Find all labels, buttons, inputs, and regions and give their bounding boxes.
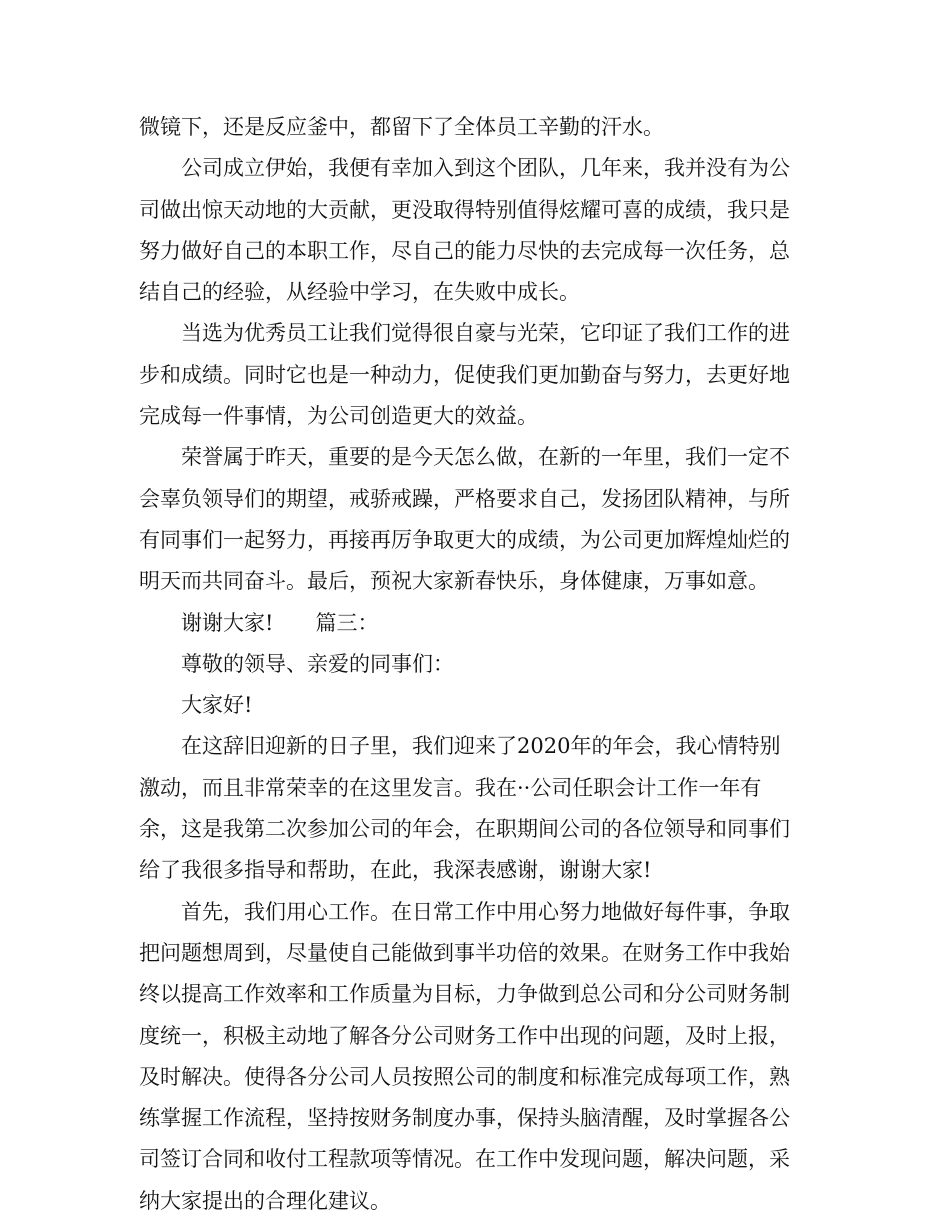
text-line: 司签订合同和收付工程款项等情况。在工作中发现问题，解决问题，采 (139, 1147, 790, 1172)
text-line: 度统一，积极主动地了解各分公司财务工作中出现的问题，及时上报， (139, 1023, 790, 1048)
salutation-line: 尊敬的领导、亲爱的同事们： (181, 651, 454, 676)
text-line: 纳大家提出的合理化建议。 (139, 1188, 391, 1213)
greeting-line: 大家好! (181, 693, 253, 718)
text-line: 步和成绩。同时它也是一种动力，促使我们更加勤奋与努力，去更好地 (139, 362, 790, 387)
text-line: 微镜下，还是反应釜中，都留下了全体员工辛勤的汗水。 (139, 115, 664, 139)
text-line: 练掌握工作流程，坚持按财务制度办事，保持头脑清醒，及时掌握各公 (139, 1106, 790, 1131)
text-line: 余，这是我第二次参加公司的年会，在职期间公司的各位领导和同事们 (139, 817, 790, 842)
text-line: 明天而共同奋斗。最后，预祝大家新春快乐，身体健康，万事如意。 (139, 569, 769, 594)
text-line: 把问题想周到，尽量使自己能做到事半功倍的效果。在财务工作中我始 (139, 940, 790, 965)
text-line: 完成每一件事情，为公司创造更大的效益。 (139, 404, 538, 429)
section-heading-line: 谢谢大家! 篇三： (181, 610, 379, 635)
paragraph-start-line: 公司成立伊始，我便有幸加入到这个团队，几年来，我并没有为公 (181, 156, 790, 181)
text-line: 有同事们一起努力，再接再厉争取更大的成绩，为公司更加辉煌灿烂的 (139, 527, 790, 552)
text-line: 及时解决。使得各分公司人员按照公司的制度和标准完成每项工作，熟 (139, 1064, 790, 1089)
text-line: 终以提高工作效率和工作质量为目标，力争做到总公司和分公司财务制 (139, 982, 790, 1007)
text-line: 努力做好自己的本职工作，尽自己的能力尽快的去完成每一次任务，总 (139, 238, 790, 263)
text-line: 司做出惊天动地的大贡献，更没取得特别值得炫耀可喜的成绩，我只是 (139, 197, 790, 222)
text-line: 激动，而且非常荣幸的在这里发言。我在··公司任职会计工作一年有 (139, 775, 762, 800)
paragraph-start-line: 在这辞旧迎新的日子里，我们迎来了2020年的年会，我心情特别 (181, 734, 781, 759)
text-line: 结自己的经验，从经验中学习，在失败中成长。 (139, 280, 580, 305)
text-line: 给了我很多指导和帮助，在此，我深表感谢，谢谢大家! (139, 858, 652, 883)
paragraph-start-line: 当选为优秀员工让我们觉得很自豪与光荣，它印证了我们工作的进 (181, 321, 790, 346)
paragraph-start-line: 荣誉属于昨天，重要的是今天怎么做，在新的一年里，我们一定不 (181, 445, 790, 470)
paragraph-start-line: 首先，我们用心工作。在日常工作中用心努力地做好每件事，争取 (181, 899, 790, 924)
text-line: 会辜负领导们的期望，戒骄戒躁，严格要求自己，发扬团队精神，与所 (139, 486, 790, 511)
